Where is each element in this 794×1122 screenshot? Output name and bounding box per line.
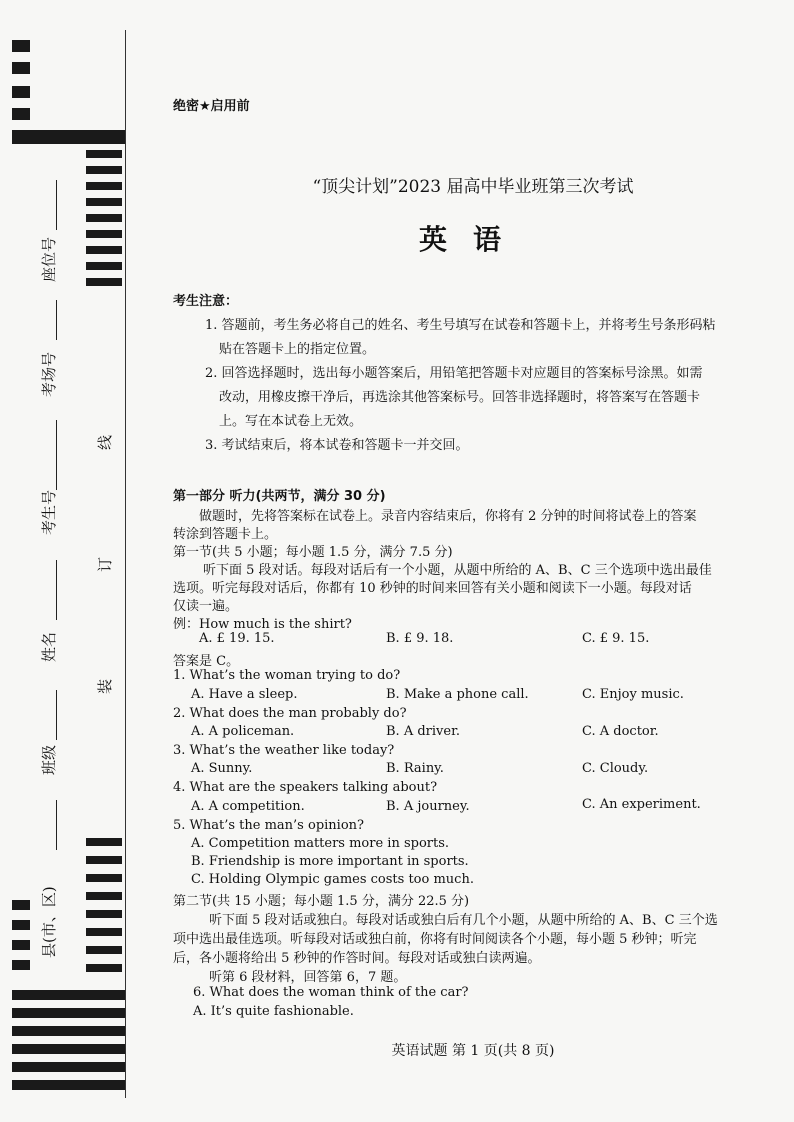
name-label: 姓名	[40, 631, 58, 662]
field-line	[56, 420, 57, 490]
option-a: A. Competition matters more in sports.	[191, 836, 450, 851]
marker-stripe	[86, 946, 122, 954]
notice-line: 1. 答题前，考生务必将自己的姓名、考生号填写在试卷和答题卡上，并将考生号条形码粘	[205, 318, 716, 333]
marker-stripe	[86, 964, 122, 972]
notice-heading: 考生注意：	[173, 294, 239, 309]
option-c: C. A doctor.	[582, 724, 659, 739]
bind-mark: 装	[96, 678, 114, 694]
option-c: C. Enjoy music.	[582, 687, 684, 702]
class-label: 班级	[40, 744, 58, 775]
marker-stripe	[86, 892, 122, 900]
notice-line: 改动，用橡皮擦干净后，再选涂其他答案标号。回答非选择题时，将答案写在答题卡	[219, 390, 701, 405]
option-a: A. Have a sleep.	[191, 687, 298, 702]
exam-title: “顶尖计划”2023 届高中毕业班第三次考试	[312, 177, 634, 197]
section1-intro: 听下面 5 段对话。每段对话后有一个小题，从题中所给的 A、B、C 三个选项中选出最佳	[203, 563, 712, 578]
confidential-label: 绝密★启用前	[173, 99, 250, 114]
marker-stripe	[86, 874, 122, 882]
marker-bar	[12, 130, 125, 144]
option-a: A. A policeman.	[191, 724, 295, 739]
marker-stripe	[86, 166, 122, 174]
marker-block	[12, 960, 30, 970]
marker-stripe	[86, 278, 122, 286]
option-a: A. It’s quite fashionable.	[193, 1004, 354, 1019]
exam-room-label: 考场号	[40, 351, 58, 397]
field-line	[56, 800, 57, 850]
notice-line: 3. 考试结束后，将本试卷和答题卡一并交回。	[205, 438, 469, 453]
marker-block	[12, 108, 30, 120]
option-c: C. Cloudy.	[582, 761, 649, 776]
marker-block	[12, 40, 30, 52]
candidate-number-label: 考生号	[40, 489, 58, 535]
marker-bar	[12, 1044, 125, 1054]
option-b: B. Rainy.	[386, 761, 444, 776]
section2-intro: 听下面 5 段对话或独白。每段对话或独白后有几个小题，从题中所给的 A、B、C 三个选	[209, 913, 718, 928]
example-option-c: C. £ 9. 15.	[582, 631, 650, 646]
marker-stripe	[86, 182, 122, 190]
exam-page	[173, 0, 794, 1122]
option-c: C. An experiment.	[582, 797, 701, 812]
option-a: A. A competition.	[191, 799, 305, 814]
example-option-a: A. £ 19. 15.	[199, 631, 275, 646]
option-b: B. Make a phone call.	[386, 687, 529, 702]
staple-mark: 订	[96, 556, 114, 572]
option-a: A. Sunny.	[191, 761, 253, 776]
marker-block	[12, 920, 30, 930]
notice-line: 2. 回答选择题时，选出每小题答案后，用铅笔把答题卡对应题目的答案标号涂黑。如需	[205, 366, 703, 381]
section2-intro: 项中选出最佳选项。听每段对话或独白前，你将有时间阅读各个小题，每小题 5 秒钟；听完	[173, 932, 697, 947]
marker-bar	[12, 1062, 125, 1072]
option-c: C. Holding Olympic games costs too much.	[191, 872, 474, 887]
notice-line: 上。写在本试卷上无效。	[219, 414, 363, 429]
question: 3. What’s the weather like today?	[173, 743, 395, 758]
marker-stripe	[86, 198, 122, 206]
question: 6. What does the woman think of the car?	[193, 985, 469, 1000]
page-footer: 英语试题 第 1 页(共 8 页)	[391, 1043, 555, 1059]
marker-bar	[12, 1008, 125, 1018]
seat-number-label: 座位号	[40, 236, 58, 282]
marker-stripe	[86, 214, 122, 222]
section1-intro: 选项。听完每段对话后，你都有 10 秒钟的时间来回答有关小题和阅读下一小题。每段对话	[173, 581, 692, 596]
binding-line	[125, 30, 126, 1098]
marker-bar	[12, 1026, 125, 1036]
marker-stripe	[86, 230, 122, 238]
county-label: 县(市、区)	[40, 886, 58, 958]
question: 2. What does the man probably do?	[173, 706, 407, 721]
option-b: B. A journey.	[386, 799, 470, 814]
marker-bar	[12, 990, 125, 1000]
marker-stripe	[86, 262, 122, 270]
example-question: 例：How much is the shirt?	[173, 617, 352, 632]
marker-stripe	[86, 150, 122, 158]
part1-intro: 转涂到答题卡上。	[173, 527, 278, 542]
marker-block	[12, 940, 30, 950]
notice-line: 贴在答题卡上的指定位置。	[219, 342, 376, 357]
marker-stripe	[86, 856, 122, 864]
part1-intro: 做题时，先将答案标在试卷上。录音内容结束后，你将有 2 分钟的时间将试卷上的答案	[199, 509, 697, 524]
section2-intro: 听第 6 段材料，回答第 6，7 题。	[209, 970, 407, 985]
section2-intro: 后，各小题将给出 5 秒钟的作答时间。每段对话或独白读两遍。	[173, 951, 541, 966]
marker-stripe	[86, 246, 122, 254]
example-option-b: B. £ 9. 18.	[386, 631, 454, 646]
question: 1. What’s the woman trying to do?	[173, 668, 401, 683]
marker-block	[12, 62, 30, 74]
marker-stripe	[86, 838, 122, 846]
section1-heading: 第一节(共 5 小题；每小题 1.5 分，满分 7.5 分)	[173, 545, 453, 560]
example-answer: 答案是 C。	[173, 654, 240, 669]
marker-block	[12, 86, 30, 98]
part1-heading: 第一部分 听力(共两节，满分 30 分)	[173, 489, 386, 504]
option-b: B. Friendship is more important in sports.	[191, 854, 469, 869]
marker-block	[12, 900, 30, 910]
option-b: B. A driver.	[386, 724, 460, 739]
question: 4. What are the speakers talking about?	[173, 780, 438, 795]
section2-heading: 第二节(共 15 小题；每小题 1.5 分，满分 22.5 分)	[173, 894, 470, 909]
field-line	[56, 180, 57, 230]
field-line	[56, 300, 57, 340]
line-mark: 线	[96, 434, 114, 450]
field-line	[56, 690, 57, 740]
field-line	[56, 560, 57, 620]
marker-bar	[12, 1080, 125, 1090]
subject-title: 英语	[418, 223, 527, 256]
section1-intro: 仅读一遍。	[173, 599, 239, 614]
marker-stripe	[86, 928, 122, 936]
marker-stripe	[86, 910, 122, 918]
question: 5. What’s the man’s opinion?	[173, 818, 364, 833]
binding-strip	[0, 0, 130, 1122]
